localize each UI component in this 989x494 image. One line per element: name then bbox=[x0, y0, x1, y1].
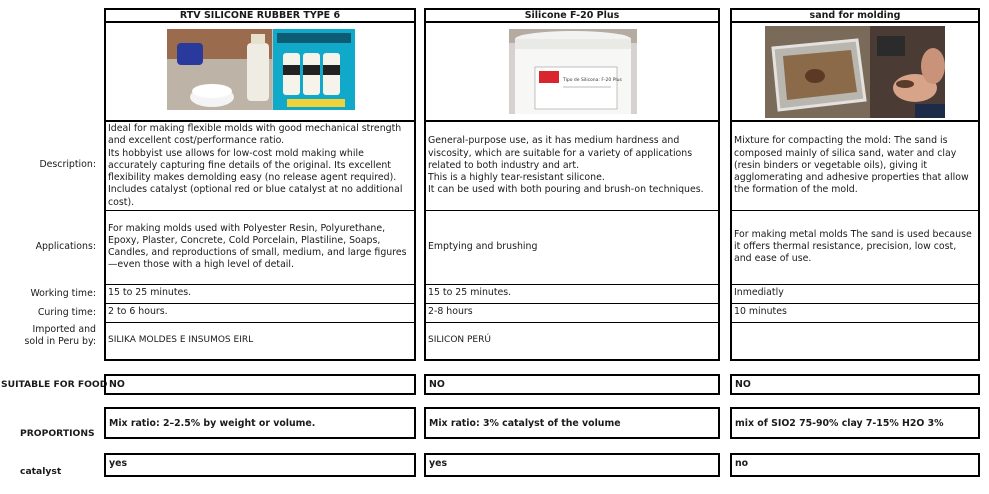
proportions-f20: Mix ratio: 3% catalyst of the volume bbox=[424, 407, 720, 439]
importer-sand bbox=[730, 322, 980, 361]
label-proportions: PROPORTIONS bbox=[20, 428, 95, 439]
description-text-f20: General-purpose use, as it has medium hardness and viscosity, which are suitable for a variety of applications related to both industry and art. This is a highly tear-resistant silicone. It can be used with both pouring and brush-on techniques. bbox=[428, 135, 704, 196]
importer-rtv bbox=[104, 322, 416, 361]
curing-time-rtv bbox=[104, 303, 416, 323]
label-catalyst: catalyst bbox=[20, 466, 62, 477]
applications-rtv bbox=[104, 210, 416, 285]
importer-f20 bbox=[424, 322, 720, 361]
importer-text-f20: SILICON PERÚ bbox=[428, 335, 491, 346]
product-image-cell-rtv bbox=[104, 22, 416, 121]
column-title-f20: Silicone F-20 Plus bbox=[424, 8, 720, 23]
description-text-sand: Mixture for compacting the mold: The sand is composed mainly of silica sand, water and clay (resin binders or vegetable oils), giving it agglomerating and adhesive properties that allow the formation of the mold. bbox=[734, 135, 969, 196]
column-title-rtv: RTV SILICONE RUBBER TYPE 6 bbox=[104, 8, 416, 23]
working-time-text-f20: 15 to 25 minutes. bbox=[428, 287, 512, 299]
description-f20 bbox=[424, 120, 720, 211]
label-applications: Applications: bbox=[35, 241, 96, 252]
applications-text-f20: Emptying and brushing bbox=[428, 240, 538, 252]
working-time-sand bbox=[730, 284, 980, 304]
food-sand: NO bbox=[730, 374, 980, 395]
applications-text-sand: For making metal molds The sand is used because it offers thermal resistance, precision, low cost, and ease of use. bbox=[734, 228, 972, 265]
working-time-rtv bbox=[104, 284, 416, 304]
label-working-time: Working time: bbox=[30, 288, 96, 299]
product-image-cell-sand bbox=[730, 22, 980, 121]
food-rtv: NO bbox=[104, 374, 416, 395]
column-title-sand: sand for molding bbox=[730, 8, 980, 23]
product-image-cell-f20 bbox=[424, 22, 720, 121]
product-image-sand bbox=[765, 26, 945, 118]
product-image-f20-label: Tipo de Silicona: F-20 Plus bbox=[563, 78, 622, 83]
importer-text-rtv: SILIKA MOLDES E INSUMOS EIRL bbox=[108, 335, 254, 346]
working-time-f20 bbox=[424, 284, 720, 304]
proportions-sand: mix of SIO2 75-90% clay 7-15% H2O 3% bbox=[730, 407, 980, 439]
curing-time-text-f20: 2-8 hours bbox=[428, 306, 473, 318]
label-description: Description: bbox=[39, 159, 96, 170]
proportions-rtv: Mix ratio: 2–2.5% by weight or volume. bbox=[104, 407, 416, 439]
applications-sand bbox=[730, 210, 980, 285]
label-suitable-for-food: SUITABLE FOR FOOD bbox=[1, 379, 108, 390]
description-sand bbox=[730, 120, 980, 211]
label-curing-time: Curing time: bbox=[37, 307, 96, 318]
catalyst-sand: no bbox=[730, 453, 980, 477]
catalyst-f20: yes bbox=[424, 453, 720, 477]
working-time-text-rtv: 15 to 25 minutes. bbox=[108, 287, 192, 299]
working-time-text-sand: Inmediatly bbox=[734, 287, 784, 299]
curing-time-f20 bbox=[424, 303, 720, 323]
applications-text-rtv: For making molds used with Polyester Resin, Polyurethane, Epoxy, Plaster, Concrete, Cold Porcelain, Plastiline, Soaps, Candles, and reproductions of small, medium, and large figures—even those with a high level of detail. bbox=[108, 222, 407, 271]
product-image-rtv bbox=[167, 29, 355, 110]
curing-time-text-sand: 10 minutes bbox=[734, 306, 787, 318]
product-image-f20 bbox=[509, 29, 637, 114]
description-text-rtv: Ideal for making flexible molds with good mechanical strength and excellent cost/performance ratio. Its hobbyist use allows for low-cost mold making while accurately capturing fine details of the original. Its excellent flexibility makes demolding easy (no release agent required). Includes catalyst (optional red or blue catalyst at no additional cost). bbox=[108, 123, 403, 208]
catalyst-rtv: yes bbox=[104, 453, 416, 477]
curing-time-text-rtv: 2 to 6 hours. bbox=[108, 306, 168, 318]
label-importer: Imported and sold in Peru by: bbox=[24, 324, 96, 347]
description-rtv bbox=[104, 120, 416, 211]
curing-time-sand bbox=[730, 303, 980, 323]
food-f20: NO bbox=[424, 374, 720, 395]
applications-f20 bbox=[424, 210, 720, 285]
